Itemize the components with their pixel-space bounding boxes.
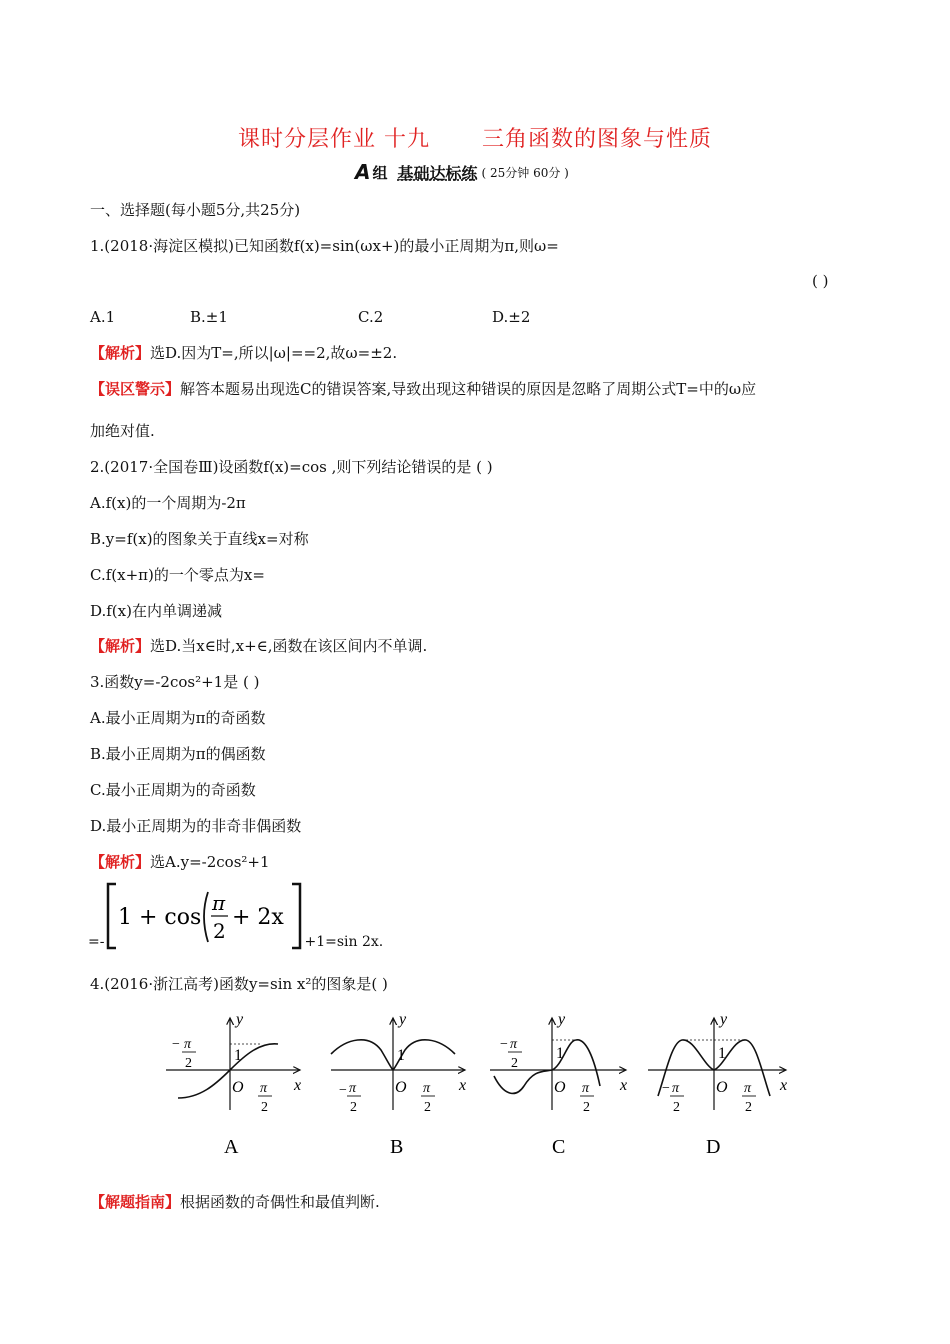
group-title: 基础达标练: [397, 163, 478, 183]
svg-text:y: y: [720, 1011, 728, 1028]
analysis-text: 选A.y=-2cos²+1: [150, 853, 270, 871]
svg-text:2: 2: [424, 1100, 431, 1115]
svg-text:−: −: [662, 1081, 670, 1096]
question-2-stem: 2.(2017·全国卷Ⅲ)设函数f(x)=cos ,则下列结论错误的是 ( ): [90, 458, 493, 476]
title-part2: 三角函数的图象与性质: [481, 127, 712, 152]
svg-text:π: π: [582, 1081, 590, 1096]
graph-a: [166, 1011, 301, 1115]
q1-analysis: [90, 343, 397, 363]
svg-text:π: π: [349, 1081, 357, 1096]
question-1-stem: 1.(2018·海淀区模拟)已知函数f(x)=sin(ωx+)的最小正周期为π,则ω=: [90, 237, 559, 255]
analysis-tag: 【解析】: [90, 637, 151, 655]
hint-tag: 【解题指南】: [90, 1193, 181, 1211]
question-4-stem: 4.(2016·浙江高考)函数y=sin x²的图象是( ): [90, 975, 388, 993]
svg-text:1: 1: [397, 1047, 405, 1064]
hint-text: 根据函数的奇偶性和最值判断.: [180, 1193, 380, 1211]
q1-option-a: A.1: [90, 308, 116, 326]
page-title: [0, 122, 950, 153]
q1-option-c: C.2: [358, 308, 384, 326]
svg-text:1: 1: [556, 1045, 564, 1062]
group-badge: A: [355, 160, 371, 184]
q2-analysis: [90, 636, 427, 656]
q3-option-b: B.最小正周期为π的偶函数: [90, 745, 266, 763]
graph-d: [648, 1011, 787, 1115]
svg-text:O: O: [716, 1079, 728, 1096]
q2-option-c: C.f(x+π)的一个零点为x=: [90, 566, 265, 584]
q3-option-d: D.最小正周期为的非奇非偶函数: [90, 817, 302, 835]
graph-c: [490, 1011, 627, 1115]
fig-label-b: B: [390, 1136, 404, 1158]
svg-text:2: 2: [745, 1100, 752, 1115]
svg-text:π: π: [260, 1081, 268, 1096]
graph-b: [331, 1011, 466, 1115]
svg-text:x: x: [780, 1077, 788, 1094]
svg-text:2: 2: [583, 1100, 590, 1115]
q3-option-c: C.最小正周期为的奇函数: [90, 781, 256, 799]
formula-bracket-expression: [104, 880, 304, 952]
svg-text:π: π: [510, 1037, 518, 1052]
question-1-answer-paren: ( ): [812, 272, 829, 290]
analysis-tag: 【解析】: [90, 344, 151, 362]
q1-option-d: D.±2: [492, 308, 531, 326]
formula-plus-2x: + 2x: [232, 905, 285, 930]
analysis-tag: 【解析】: [90, 853, 151, 871]
warning-text: 解答本题易出现选C的错误答案,导致出现这种错误的原因是忽略了周期公式T=中的ω应: [180, 380, 757, 398]
q3-option-a: A.最小正周期为π的奇函数: [90, 709, 266, 727]
q3-analysis: [90, 852, 270, 872]
svg-text:−: −: [339, 1083, 347, 1098]
svg-text:π: π: [744, 1081, 752, 1096]
svg-text:1: 1: [234, 1047, 242, 1064]
q1-warning: [90, 379, 756, 399]
q2-option-d: D.f(x)在内单调递减: [90, 602, 222, 620]
svg-text:y: y: [399, 1011, 407, 1028]
svg-text:π: π: [423, 1081, 431, 1096]
q4-hint: [90, 1192, 380, 1212]
analysis-text: 选D.当x∈时,x+∈,函数在该区间内不单调.: [150, 637, 428, 655]
svg-text:y: y: [558, 1011, 566, 1028]
svg-text:2: 2: [350, 1100, 357, 1115]
svg-text:−: −: [500, 1037, 508, 1052]
svg-text:O: O: [395, 1079, 407, 1096]
fig-label-c: C: [552, 1136, 566, 1158]
svg-text:O: O: [554, 1079, 566, 1096]
svg-text:2: 2: [673, 1100, 680, 1115]
formula: [88, 880, 383, 952]
section-heading: 一、选择题(每小题5分,共25分): [90, 201, 301, 219]
q2-option-a: A.f(x)的一个周期为-2π: [90, 494, 246, 512]
warning-tag: 【误区警示】: [90, 380, 181, 398]
formula-prefix: =-: [88, 934, 105, 950]
analysis-text: 选D.因为T=,所以|ω|==2,故ω=±2.: [150, 344, 398, 362]
question-3-stem: 3.函数y=-2cos²+1是 ( ): [90, 673, 260, 691]
svg-text:x: x: [294, 1077, 302, 1094]
formula-two: 2: [213, 919, 227, 943]
fig-label-a: A: [224, 1136, 239, 1158]
q1-warning-cont: 加绝对值.: [90, 422, 155, 440]
svg-text:2: 2: [511, 1056, 518, 1071]
svg-text:π: π: [184, 1037, 192, 1052]
group-time: ( 25分钟 60分 ): [481, 165, 569, 180]
group-header: [355, 160, 569, 184]
svg-text:−: −: [172, 1037, 180, 1052]
svg-text:O: O: [232, 1079, 244, 1096]
svg-text:x: x: [620, 1077, 628, 1094]
svg-text:x: x: [459, 1077, 467, 1094]
q1-option-b: B.±1: [190, 308, 228, 326]
svg-text:1: 1: [718, 1045, 726, 1062]
group-name: 组: [372, 163, 388, 182]
fig-label-d: D: [706, 1136, 721, 1158]
svg-text:2: 2: [261, 1100, 268, 1115]
svg-text:2: 2: [185, 1056, 192, 1071]
formula-pi: π: [212, 891, 226, 915]
title-part1: 课时分层作业 十九: [237, 127, 430, 152]
formula-suffix: +1=sin 2x.: [304, 934, 384, 950]
svg-text:π: π: [672, 1081, 680, 1096]
formula-one-plus-cos: 1 + cos: [118, 905, 202, 930]
q4-graph-options: [160, 1010, 800, 1160]
q2-option-b: B.y=f(x)的图象关于直线x=对称: [90, 530, 309, 548]
svg-text:y: y: [236, 1011, 244, 1028]
